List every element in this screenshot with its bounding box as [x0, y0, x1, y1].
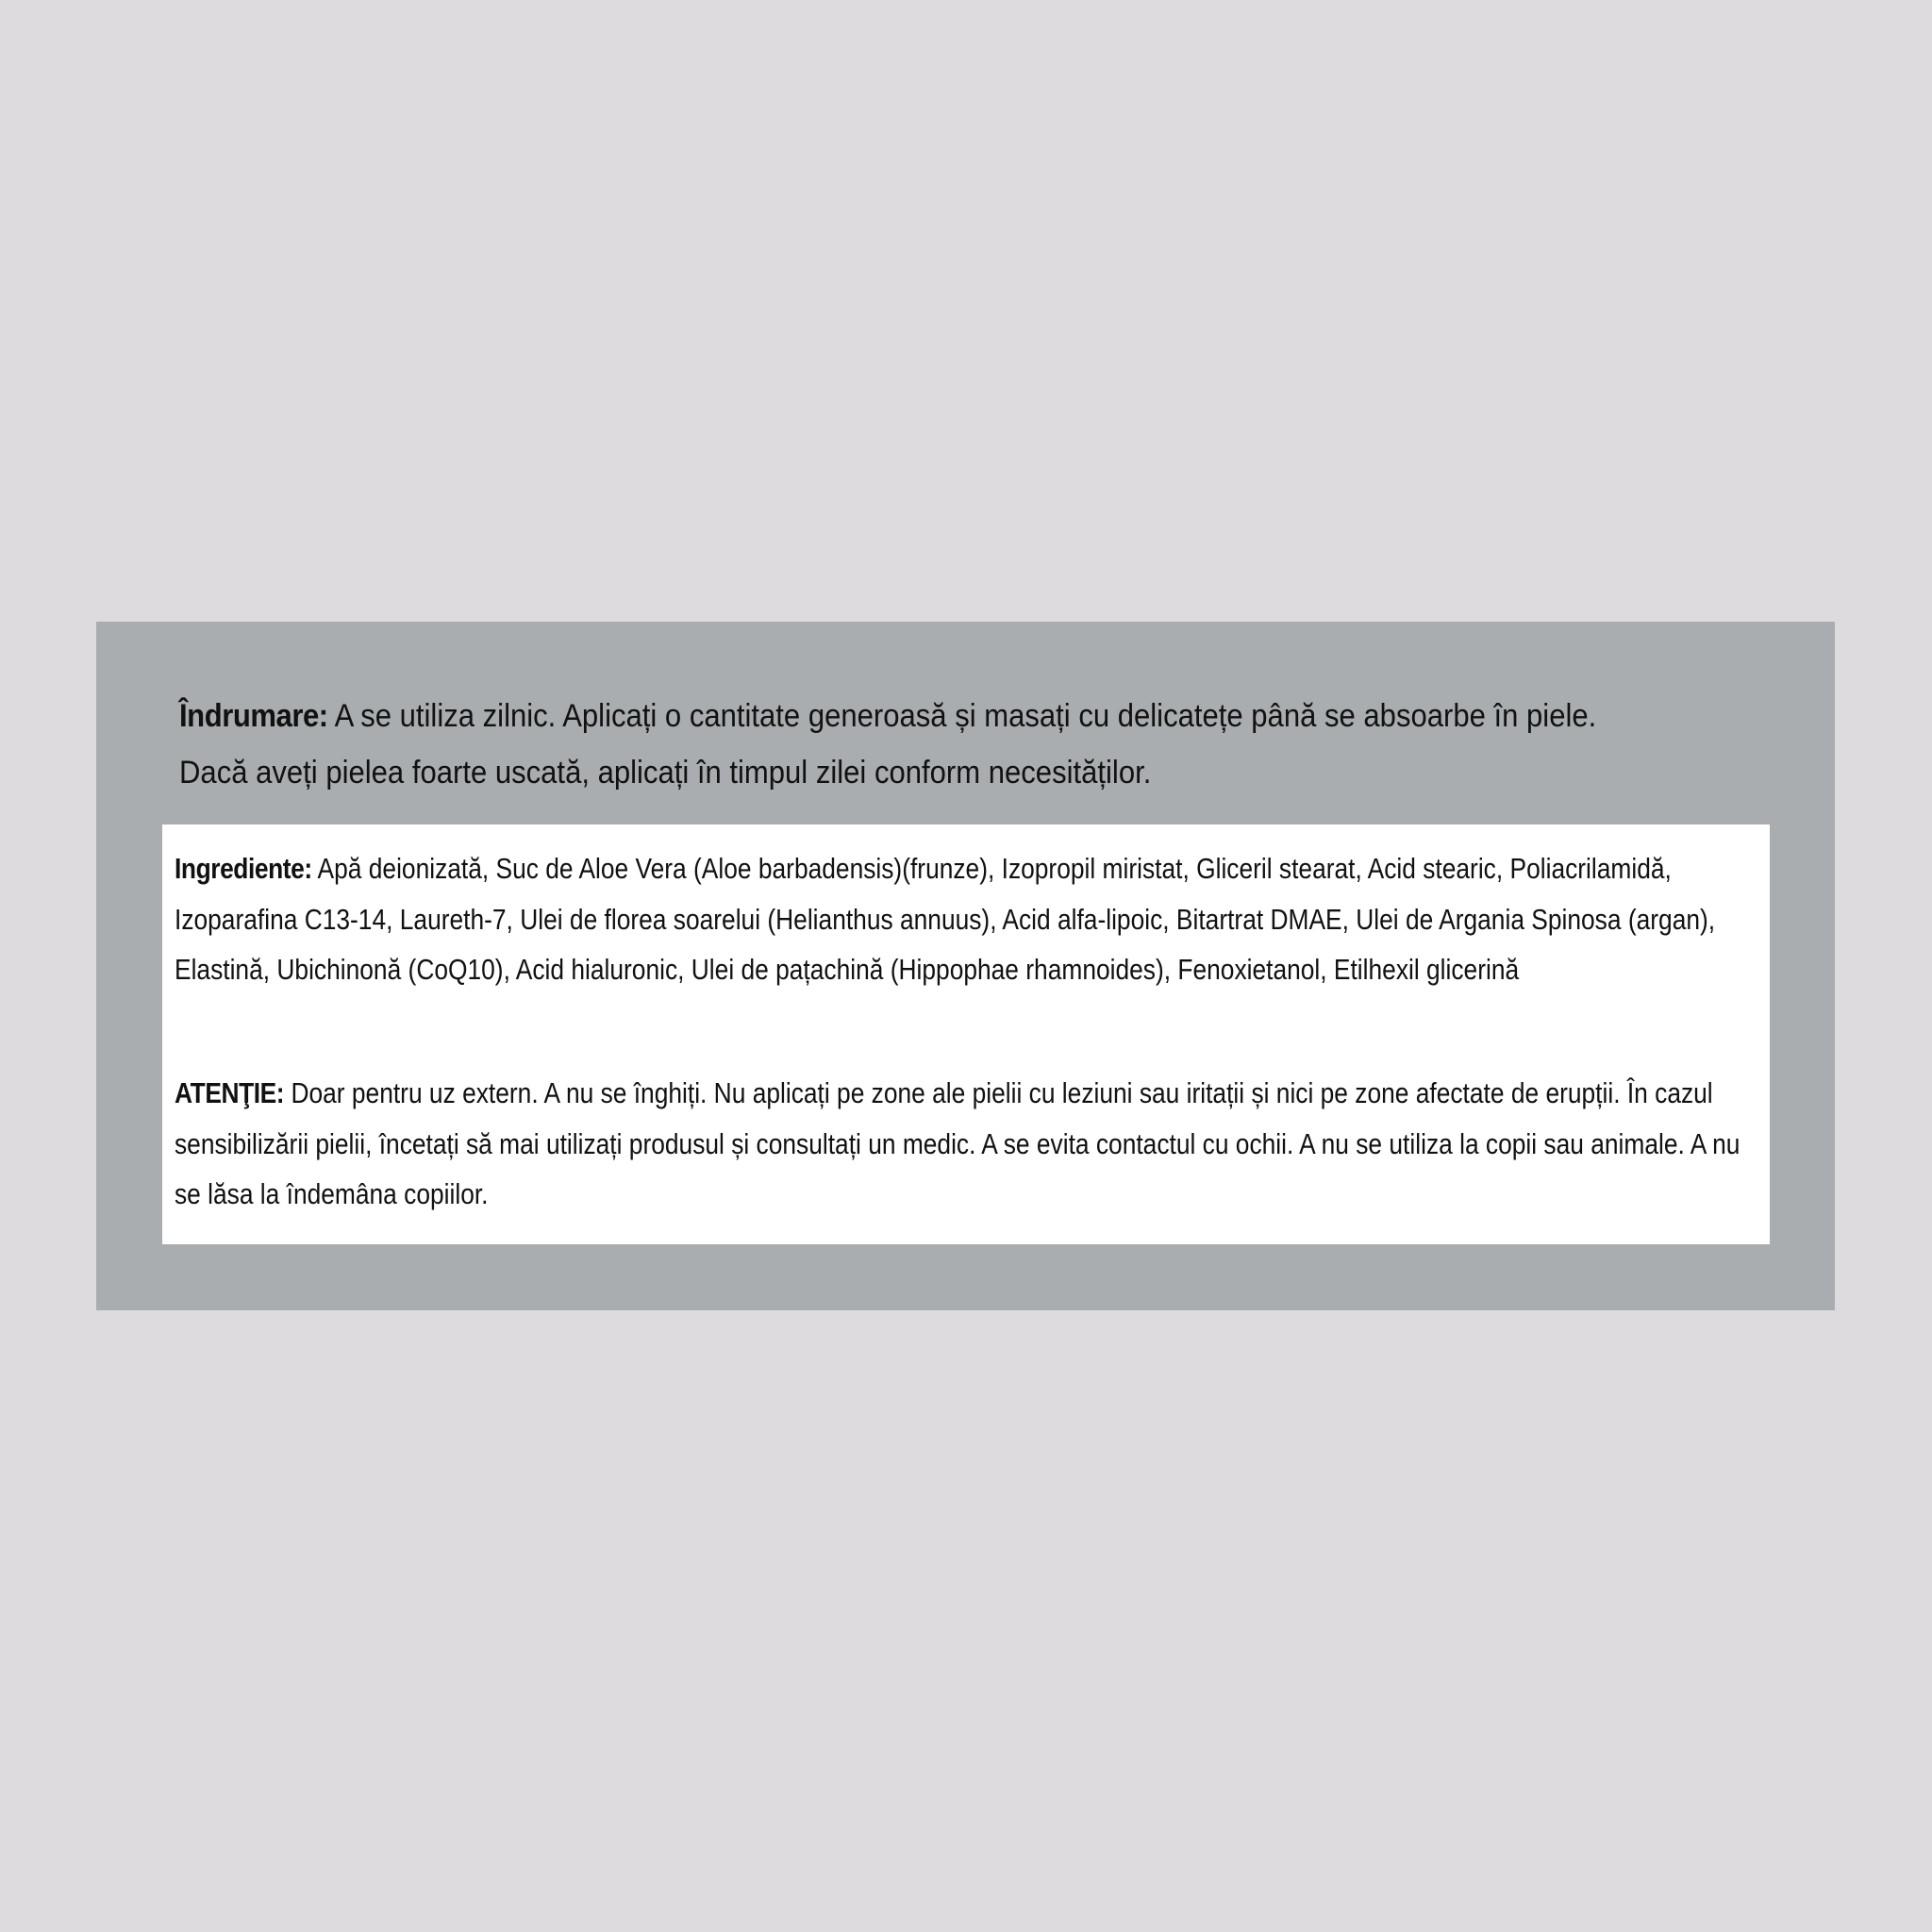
directions-heading: Îndrumare:: [179, 698, 328, 734]
warning-heading: ATENŢIE:: [175, 1076, 285, 1109]
ingredients-paragraph: [175, 843, 1742, 995]
ingredients-heading: Ingrediente:: [175, 852, 312, 885]
ingredients-warning-box: [162, 824, 1770, 1244]
warning-text: Doar pentru uz extern. A nu se înghiți. Nu aplicați pe zone ale pielii cu leziuni sau iritații și nici pe zone afectate de erupții. În cazul sensibilizării pielii, încetați să mai utilizați produsul și consultați un medic. A se evita contactul cu ochii. A nu se utiliza la copii sau animale. A nu se lăsa la îndemâna copiilor.: [175, 1076, 1740, 1210]
ingredients-text: Apă deionizată, Suc de Aloe Vera (Aloe barbadensis)(frunze), Izopropil miristat, Gliceril stearat, Acid stearic, Poliacrilamidă, Izoparafina C13-14, Laureth-7, Ulei de florea soarelui (Helianthus annuus), Acid alfa-lipoic, Bitartrat DMAE, Ulei de Argania Spinosa (argan), Elastină, Ubichinonă (CoQ10), Acid hialuronic, Ulei de pațachină (Hippophae rhamnoides), Fenoxietanol, Etilhexil glicerină: [175, 852, 1716, 986]
warning-paragraph: [175, 1068, 1742, 1220]
directions-text: A se utiliza zilnic. Aplicați o cantitate generoasă și masați cu delicatețe până se absoarbe în piele. Dacă aveți pielea foarte uscată, aplicați în timpul zilei conform necesităților.: [179, 698, 1597, 791]
directions-paragraph: [179, 688, 1623, 801]
product-label-panel: [96, 622, 1835, 1310]
